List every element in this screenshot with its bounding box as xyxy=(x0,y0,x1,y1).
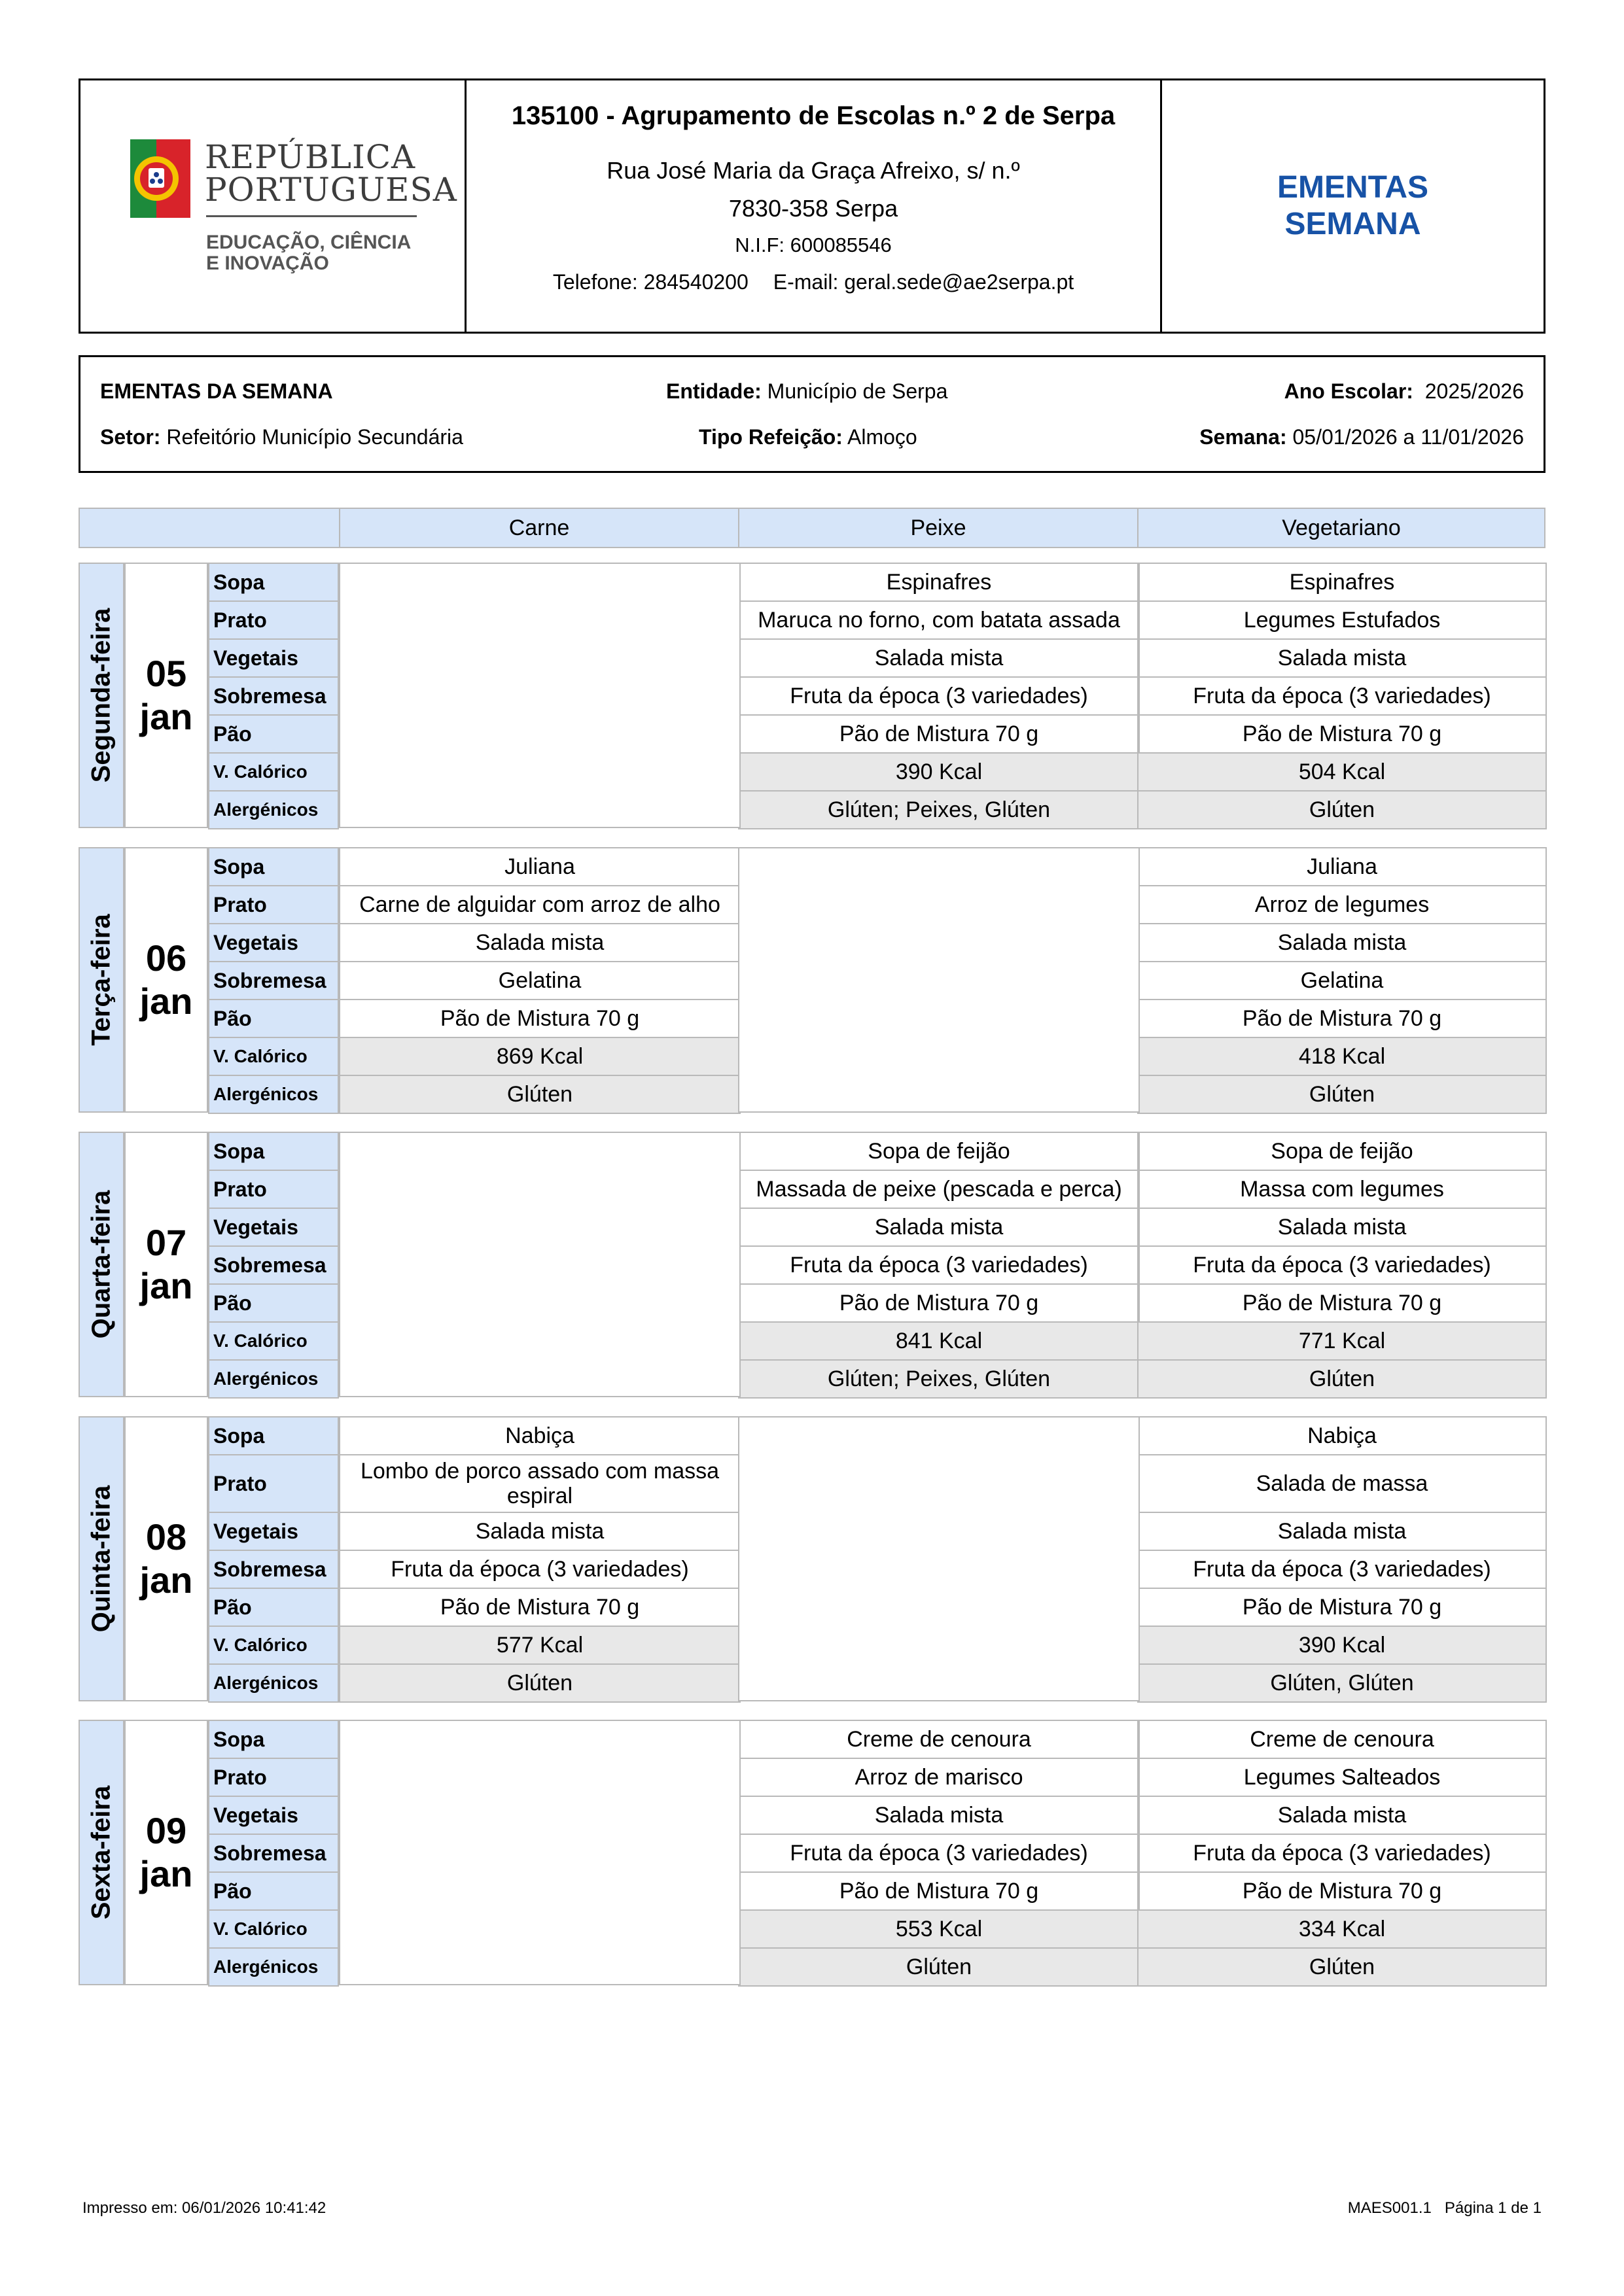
menu-cell-vegetariano: Gelatina xyxy=(1137,961,1547,1000)
row-label: Sopa xyxy=(208,563,339,602)
menu-cell-vegetariano: Sopa de feijão xyxy=(1137,1132,1547,1171)
menu-cell-carne: Gelatina xyxy=(339,961,741,1000)
info-heading: EMENTAS DA SEMANA xyxy=(100,379,333,403)
title-line-1: EMENTAS xyxy=(1277,170,1429,205)
row-label: Pão xyxy=(208,1283,339,1323)
logo-text-portuguesa: PORTUGUESA xyxy=(205,171,457,209)
day-name-label: Segunda-feira xyxy=(86,608,116,783)
school-nif: N.I.F: 600085546 xyxy=(735,234,892,256)
row-label: Vegetais xyxy=(208,1796,339,1835)
menu-cell-vegetariano: Fruta da época (3 variedades) xyxy=(1137,676,1547,716)
day-month: jan xyxy=(139,981,193,1022)
row-label: Sobremesa xyxy=(208,1834,339,1873)
menu-cell-peixe: Espinafres xyxy=(738,563,1140,602)
row-label: Pão xyxy=(208,999,339,1038)
row-label: Sopa xyxy=(208,1132,339,1171)
menu-cell-vegetariano: Nabiça xyxy=(1137,1416,1547,1455)
logo-divider xyxy=(206,215,417,217)
day-number: 06 xyxy=(145,937,187,979)
column-header-peixe: Peixe xyxy=(738,508,1139,548)
menu-cell-carne: Salada mista xyxy=(339,1512,741,1551)
school-name: 135100 - Agrupamento de Escolas n.º 2 de Serpa xyxy=(511,101,1116,130)
day-number: 09 xyxy=(145,1810,187,1851)
logo-text-ministry-1: EDUCAÇÃO, CIÊNCIA xyxy=(206,232,412,253)
menu-cell-carne: Salada mista xyxy=(339,923,741,962)
day-name-label: Quinta-feira xyxy=(86,1485,116,1633)
menu-cell-vegetariano: Salada mista xyxy=(1137,638,1547,678)
info-ano-escolar: Ano Escolar: 2025/2026 xyxy=(1284,379,1524,403)
menu-cell-carne: Pão de Mistura 70 g xyxy=(339,999,741,1038)
menu-cell-vegetariano: 504 Kcal xyxy=(1137,752,1547,791)
row-label: Sopa xyxy=(208,847,339,886)
menu-cell-vegetariano: Pão de Mistura 70 g xyxy=(1137,714,1547,754)
row-label: Vegetais xyxy=(208,923,339,962)
menu-cell-carne: Lombo de porco assado com massa espiral xyxy=(339,1454,741,1513)
menu-cell-peixe: Glúten; Peixes, Glúten xyxy=(738,1359,1140,1399)
menu-cell-peixe: Pão de Mistura 70 g xyxy=(738,1283,1140,1323)
menu-cell-vegetariano: Pão de Mistura 70 g xyxy=(1137,1283,1547,1323)
column-header-blank xyxy=(79,508,340,548)
menu-cell-vegetariano: Pão de Mistura 70 g xyxy=(1137,999,1547,1038)
menu-cell-vegetariano: 390 Kcal xyxy=(1137,1626,1547,1665)
day-name-label: Quarta-feira xyxy=(86,1190,116,1339)
menu-cell-vegetariano: Salada mista xyxy=(1137,1208,1547,1247)
day-month: jan xyxy=(139,696,193,737)
menu-cell-peixe: 390 Kcal xyxy=(738,752,1140,791)
day-name xyxy=(79,1416,124,1701)
row-label: Alergénicos xyxy=(208,790,339,829)
empty-column-carne xyxy=(339,1132,741,1397)
day-name xyxy=(79,563,124,828)
day-block-terça-feira xyxy=(79,847,1545,1113)
logo-text-ministry-2: E INOVAÇÃO xyxy=(206,252,329,274)
document-title xyxy=(1162,80,1544,332)
portugal-shield-icon xyxy=(125,133,197,224)
menu-cell-vegetariano: Arroz de legumes xyxy=(1137,885,1547,924)
menu-cell-vegetariano: Fruta da época (3 variedades) xyxy=(1137,1834,1547,1873)
menu-cell-vegetariano: Legumes Estufados xyxy=(1137,600,1547,640)
menu-cell-vegetariano: Salada mista xyxy=(1137,923,1547,962)
row-label: Pão xyxy=(208,1871,339,1911)
menu-cell-carne: 577 Kcal xyxy=(339,1626,741,1665)
row-label: Sopa xyxy=(208,1720,339,1759)
menu-cell-carne: Glúten xyxy=(339,1075,741,1114)
row-label: V. Calórico xyxy=(208,1037,339,1076)
school-phone: Telefone: 284540200 xyxy=(552,270,749,294)
day-name xyxy=(79,847,124,1113)
menu-cell-peixe: Pão de Mistura 70 g xyxy=(738,1871,1140,1911)
menu-cell-vegetariano: Salada de massa xyxy=(1137,1454,1547,1513)
day-month: jan xyxy=(139,1265,193,1306)
menu-cell-peixe: Fruta da época (3 variedades) xyxy=(738,1834,1140,1873)
menu-cell-vegetariano: Salada mista xyxy=(1137,1796,1547,1835)
row-label: Sobremesa xyxy=(208,961,339,1000)
menu-cell-peixe: Arroz de marisco xyxy=(738,1758,1140,1797)
day-name xyxy=(79,1720,124,1985)
row-label: Prato xyxy=(208,885,339,924)
menu-cell-vegetariano: Legumes Salteados xyxy=(1137,1758,1547,1797)
day-block-segunda-feira xyxy=(79,563,1545,828)
school-contact xyxy=(467,269,1160,295)
menu-cell-carne: Juliana xyxy=(339,847,741,886)
menu-cell-vegetariano: Salada mista xyxy=(1137,1512,1547,1551)
row-label: Vegetais xyxy=(208,1208,339,1247)
menu-cell-carne: Fruta da época (3 variedades) xyxy=(339,1550,741,1589)
school-address: Rua José Maria da Graça Afreixo, s/ n.º xyxy=(607,157,1020,184)
day-date xyxy=(124,1720,208,1985)
menu-cell-peixe: Salada mista xyxy=(738,1796,1140,1835)
menu-cell-peixe: Fruta da época (3 variedades) xyxy=(738,676,1140,716)
empty-column-carne xyxy=(339,1720,741,1985)
row-label: Alergénicos xyxy=(208,1663,339,1703)
page-number: Página 1 de 1 xyxy=(1444,2199,1542,2217)
row-label: Vegetais xyxy=(208,1512,339,1551)
menu-cell-carne: Carne de alguidar com arroz de alho xyxy=(339,885,741,924)
day-name xyxy=(79,1132,124,1397)
week-info xyxy=(79,355,1545,473)
menu-cell-peixe: Sopa de feijão xyxy=(738,1132,1140,1171)
row-label: Alergénicos xyxy=(208,1947,339,1987)
menu-cell-vegetariano: Pão de Mistura 70 g xyxy=(1137,1871,1547,1911)
info-setor: Setor: Refeitório Município Secundária xyxy=(100,425,463,449)
empty-column-peixe xyxy=(738,1416,1140,1701)
logo-block xyxy=(80,80,467,332)
menu-cell-carne: 869 Kcal xyxy=(339,1037,741,1076)
menu-cell-peixe: 553 Kcal xyxy=(738,1909,1140,1949)
day-block-quarta-feira xyxy=(79,1132,1545,1397)
school-city: 7830-358 Serpa xyxy=(728,195,898,222)
school-email: E-mail: geral.sede@ae2serpa.pt xyxy=(773,270,1074,294)
day-block-sexta-feira xyxy=(79,1720,1545,1985)
column-header-carne: Carne xyxy=(339,508,739,548)
day-month: jan xyxy=(139,1853,193,1894)
day-number: 05 xyxy=(145,653,187,694)
menu-cell-peixe: Pão de Mistura 70 g xyxy=(738,714,1140,754)
menu-cell-vegetariano: Juliana xyxy=(1137,847,1547,886)
menu-cell-vegetariano: Glúten xyxy=(1137,1075,1547,1114)
document-header xyxy=(79,78,1545,334)
row-label: Sopa xyxy=(208,1416,339,1455)
row-label: Prato xyxy=(208,1454,339,1513)
row-label: Sobremesa xyxy=(208,1245,339,1285)
day-date xyxy=(124,847,208,1113)
menu-cell-vegetariano: Creme de cenoura xyxy=(1137,1720,1547,1759)
menu-cell-vegetariano: Fruta da época (3 variedades) xyxy=(1137,1245,1547,1285)
menu-cell-vegetariano: Glúten, Glúten xyxy=(1137,1663,1547,1703)
day-date xyxy=(124,1132,208,1397)
menu-cell-vegetariano: 418 Kcal xyxy=(1137,1037,1547,1076)
menu-cell-carne: Pão de Mistura 70 g xyxy=(339,1588,741,1627)
row-label: Alergénicos xyxy=(208,1359,339,1399)
menu-cell-vegetariano: Massa com legumes xyxy=(1137,1170,1547,1209)
row-label: Prato xyxy=(208,1758,339,1797)
menu-cell-peixe: Maruca no forno, com batata assada xyxy=(738,600,1140,640)
menu-cell-vegetariano: 771 Kcal xyxy=(1137,1321,1547,1361)
menu-cell-peixe: 841 Kcal xyxy=(738,1321,1140,1361)
menu-cell-peixe: Salada mista xyxy=(738,638,1140,678)
day-block-quinta-feira xyxy=(79,1416,1545,1701)
row-label: Vegetais xyxy=(208,638,339,678)
menu-cell-vegetariano: 334 Kcal xyxy=(1137,1909,1547,1949)
info-semana: Semana: 05/01/2026 a 11/01/2026 xyxy=(1199,425,1524,449)
page-footer xyxy=(1348,2199,1542,2218)
row-label: V. Calórico xyxy=(208,752,339,791)
menu-cell-vegetariano: Fruta da época (3 variedades) xyxy=(1137,1550,1547,1589)
row-label: Pão xyxy=(208,714,339,754)
row-label: Sobremesa xyxy=(208,676,339,716)
day-number: 07 xyxy=(145,1222,187,1263)
menu-cell-peixe: Creme de cenoura xyxy=(738,1720,1140,1759)
title-line-2: SEMANA xyxy=(1284,207,1421,241)
document-code: MAES001.1 xyxy=(1347,2199,1432,2217)
row-label: V. Calórico xyxy=(208,1321,339,1361)
row-label: Prato xyxy=(208,1170,339,1209)
row-label: Alergénicos xyxy=(208,1075,339,1114)
day-name-label: Sexta-feira xyxy=(86,1785,116,1920)
row-label: Sobremesa xyxy=(208,1550,339,1589)
menu-cell-peixe: Glúten; Peixes, Glúten xyxy=(738,790,1140,829)
menu-cell-vegetariano: Glúten xyxy=(1137,1947,1547,1987)
menu-cell-peixe: Fruta da época (3 variedades) xyxy=(738,1245,1140,1285)
menu-cell-peixe: Massada de peixe (pescada e perca) xyxy=(738,1170,1140,1209)
day-number: 08 xyxy=(145,1516,187,1557)
row-label: V. Calórico xyxy=(208,1626,339,1665)
row-label: Prato xyxy=(208,600,339,640)
day-name-label: Terça-feira xyxy=(86,914,116,1046)
menu-cell-carne: Nabiça xyxy=(339,1416,741,1455)
printed-timestamp: Impresso em: 06/01/2026 10:41:42 xyxy=(82,2199,327,2217)
day-date xyxy=(124,1416,208,1701)
row-label: Pão xyxy=(208,1588,339,1627)
menu-cell-vegetariano: Espinafres xyxy=(1137,563,1547,602)
empty-column-carne xyxy=(339,563,741,828)
info-entidade: Entidade: Município de Serpa xyxy=(666,379,948,403)
menu-cell-vegetariano: Glúten xyxy=(1137,790,1547,829)
info-tipo-refeicao: Tipo Refeição: Almoço xyxy=(699,425,917,449)
menu-cell-carne: Glúten xyxy=(339,1663,741,1703)
row-label: V. Calórico xyxy=(208,1909,339,1949)
menu-cell-peixe: Glúten xyxy=(738,1947,1140,1987)
day-month: jan xyxy=(139,1559,193,1601)
menu-cell-vegetariano: Pão de Mistura 70 g xyxy=(1137,1588,1547,1627)
column-header-vegetariano: Vegetariano xyxy=(1137,508,1545,548)
school-info xyxy=(467,80,1162,332)
menu-cell-peixe: Salada mista xyxy=(738,1208,1140,1247)
logo-text-republica: REPÚBLICA xyxy=(205,138,416,176)
menu-cell-vegetariano: Glúten xyxy=(1137,1359,1547,1399)
empty-column-peixe xyxy=(738,847,1140,1113)
day-date xyxy=(124,563,208,828)
